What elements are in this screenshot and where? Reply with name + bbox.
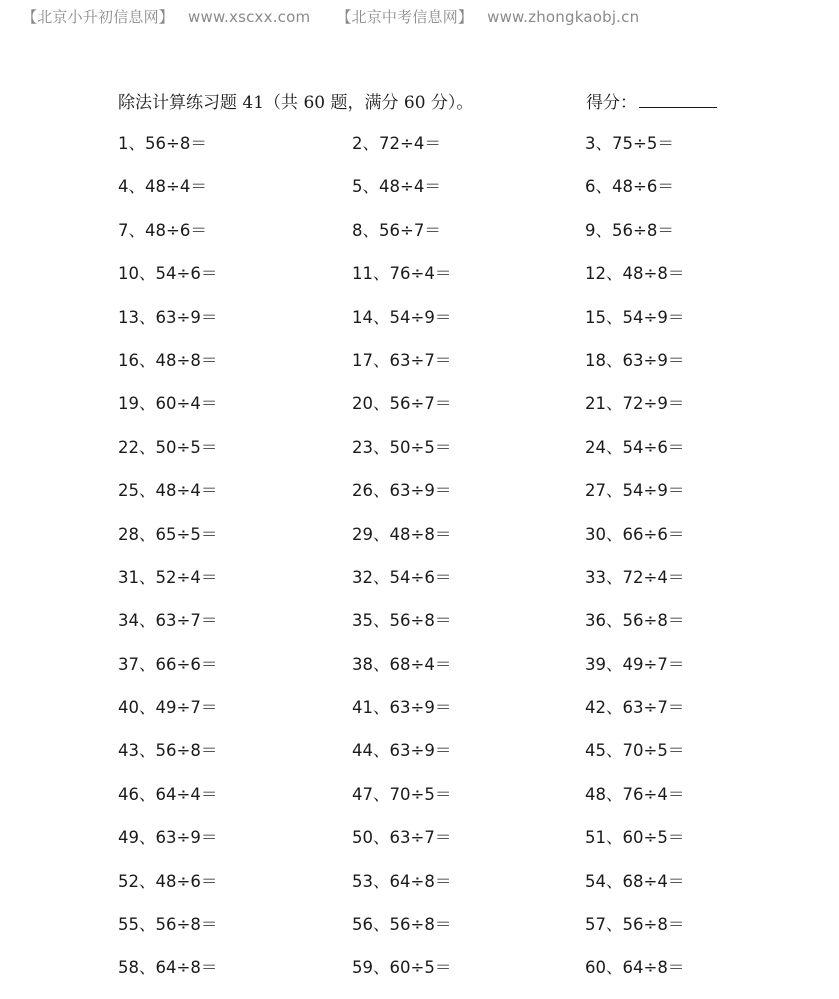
- problem-item: 24、54÷6＝: [585, 437, 685, 457]
- problem-item: 48、76÷4＝: [585, 784, 685, 804]
- problem-item: 34、63÷7＝: [118, 611, 218, 631]
- problem-item: 11、76÷4＝: [352, 264, 452, 284]
- problem-item: 6、48÷6＝: [585, 177, 674, 197]
- problem-item: 13、63÷9＝: [118, 307, 218, 327]
- problem-item: 41、63÷9＝: [352, 698, 452, 718]
- site2-name: 【北京中考信息网】: [336, 8, 474, 26]
- problem-item: 3、75÷5＝: [585, 134, 674, 153]
- header-banner: [22, 6, 665, 27]
- site1-name: 【北京小升初信息网】: [22, 8, 175, 26]
- problem-item: 44、63÷9＝: [352, 741, 452, 761]
- problem-item: 53、64÷8＝: [352, 871, 452, 891]
- problem-item: 16、48÷8＝: [118, 350, 218, 370]
- problem-item: 36、56÷8＝: [585, 611, 685, 631]
- problem-item: 4、48÷4＝: [118, 177, 207, 197]
- worksheet-title: 除法计算练习题 41（共 60 题，满分 60 分）。: [118, 93, 474, 113]
- problem-item: 49、63÷9＝: [118, 828, 218, 848]
- problem-item: 42、63÷7＝: [585, 698, 685, 718]
- problem-item: 33、72÷4＝: [585, 567, 685, 587]
- problem-item: 7、48÷6＝: [118, 220, 207, 240]
- problem-item: 12、48÷8＝: [585, 264, 685, 284]
- problem-item: 26、63÷9＝: [352, 481, 452, 501]
- problem-item: 19、60÷4＝: [118, 394, 218, 414]
- problem-item: 27、54÷9＝: [585, 481, 685, 501]
- problem-item: 40、49÷7＝: [118, 698, 218, 718]
- title-row: [118, 88, 738, 116]
- problem-item: 54、68÷4＝: [585, 871, 685, 891]
- problem-item: 18、63÷9＝: [585, 350, 685, 370]
- problem-item: 45、70÷5＝: [585, 741, 685, 761]
- problem-item: 23、50÷5＝: [352, 437, 452, 457]
- problem-item: 35、56÷8＝: [352, 611, 452, 631]
- problem-item: 30、66÷6＝: [585, 524, 685, 544]
- site1-url-link[interactable]: www.xscxx.com: [188, 8, 311, 26]
- problem-item: 8、56÷7＝: [352, 220, 441, 240]
- score-area: [586, 88, 717, 113]
- problem-item: 56、56÷8＝: [352, 915, 452, 935]
- problem-item: 55、56÷8＝: [118, 915, 218, 935]
- problem-item: 46、64÷4＝: [118, 784, 218, 804]
- problem-item: 2、72÷4＝: [352, 134, 441, 153]
- problem-grid: [118, 131, 758, 999]
- problem-item: 15、54÷9＝: [585, 307, 685, 327]
- problem-item: 1、56÷8＝: [118, 134, 207, 153]
- problem-item: 29、48÷8＝: [352, 524, 452, 544]
- problem-item: 21、72÷9＝: [585, 394, 685, 414]
- problem-item: 52、48÷6＝: [118, 871, 218, 891]
- problem-item: 38、68÷4＝: [352, 654, 452, 674]
- problem-item: 43、56÷8＝: [118, 741, 218, 761]
- problem-item: 37、66÷6＝: [118, 654, 218, 674]
- problem-item: 17、63÷7＝: [352, 350, 452, 370]
- score-label: 得分：: [586, 93, 637, 113]
- problem-item: 5、48÷4＝: [352, 177, 441, 197]
- problem-item: 25、48÷4＝: [118, 481, 218, 501]
- problem-item: 14、54÷9＝: [352, 307, 452, 327]
- problem-item: 51、60÷5＝: [585, 828, 685, 848]
- problem-item: 47、70÷5＝: [352, 784, 452, 804]
- problem-item: 22、50÷5＝: [118, 437, 218, 457]
- problem-item: 60、64÷8＝: [585, 958, 685, 978]
- problem-item: 20、56÷7＝: [352, 394, 452, 414]
- problem-item: 10、54÷6＝: [118, 264, 218, 284]
- problem-item: 39、49÷7＝: [585, 654, 685, 674]
- score-blank[interactable]: [639, 89, 717, 108]
- problem-item: 50、63÷7＝: [352, 828, 452, 848]
- problem-item: 31、52÷4＝: [118, 567, 218, 587]
- problem-item: 59、60÷5＝: [352, 958, 452, 978]
- site2-url-link[interactable]: www.zhongkaobj.cn: [487, 8, 640, 26]
- problem-item: 58、64÷8＝: [118, 958, 218, 978]
- problem-item: 32、54÷6＝: [352, 567, 452, 587]
- problem-item: 28、65÷5＝: [118, 524, 218, 544]
- problem-item: 9、56÷8＝: [585, 220, 674, 240]
- problem-item: 57、56÷8＝: [585, 915, 685, 935]
